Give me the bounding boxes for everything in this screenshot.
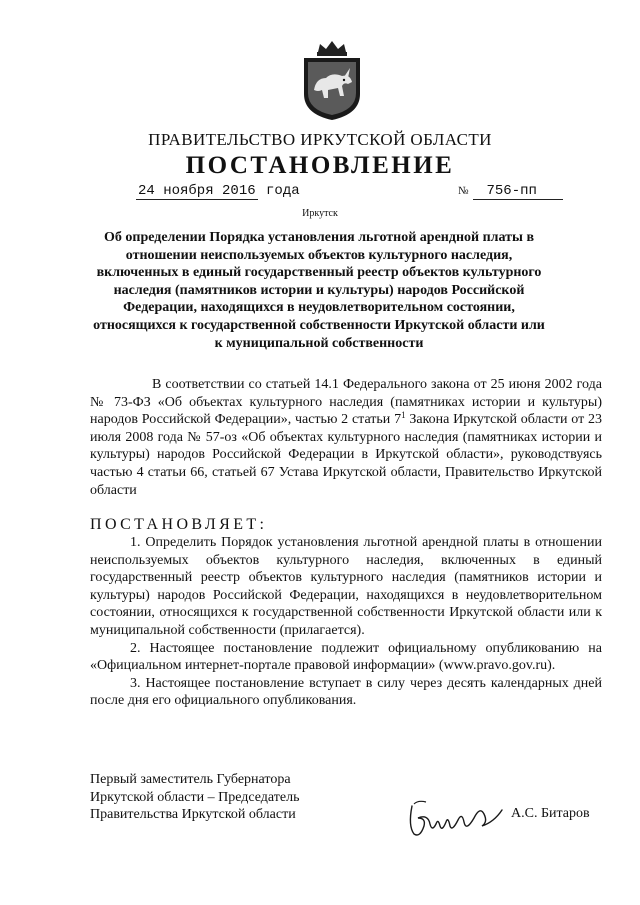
signatory-position-line-2: Иркутской области – Председатель xyxy=(90,789,300,805)
coat-of-arms-emblem xyxy=(298,38,366,122)
handwritten-signature xyxy=(404,796,508,842)
number-symbol: № xyxy=(458,185,469,197)
signatory-position-line-1: Первый заместитель Губернатора xyxy=(90,772,291,787)
date-suffix: года xyxy=(266,183,300,199)
document-heading: Об определении Порядка установления льготной арендной платы в отношении неиспользуемых объектов культурного наследия, включенных в единый государственный реестр объектов культурного наследия (памятников истории и культуры) народов Российской Федерации, находящихся в неудовлетворительном состоянии, относящихся к государственной собственности Иркутской области или к муниципальной собственности xyxy=(93,230,545,351)
preamble-text-a: В соответствии со статьей 14.1 Федерального закона от 25 июня 2002 года № 73-ФЗ «Об объектах культурного наследия (памятниках истории и культуры) народов Российской Федерации», частью 2 статьи 7 xyxy=(90,377,602,428)
signatory-position xyxy=(90,771,299,824)
document-date xyxy=(136,183,300,199)
document-city: Иркутск xyxy=(302,208,338,219)
preamble-text-b: Закона Иркутской области от 23 июля 2008 года № 57-оз «Об объектах культурного наследия (памятниках истории и культуры) народов Российской Федерации в Иркутской области», руководствуясь частью 4 статьи 66, статьей 67 Устава Иркутской области, Правительство Иркутской области xyxy=(90,412,602,498)
signatory-position-line-3: Правительства Иркутской области xyxy=(90,807,296,823)
government-name: ПРАВИТЕЛЬСТВО ИРКУТСКОЙ ОБЛАСТИ xyxy=(148,130,492,149)
resolution-items xyxy=(90,534,602,710)
document-number xyxy=(458,183,563,200)
resolves-heading: ПОСТАНОВЛЯЕТ: xyxy=(90,516,268,533)
preamble-paragraph xyxy=(90,376,602,499)
resolution-item-3: 3. Настоящее постановление вступает в силу через десять календарных дней после дня его официального опубликования. xyxy=(90,675,602,709)
date-value: 24 ноября 2016 xyxy=(138,183,256,199)
resolution-item-1: 1. Определить Порядок установления льготной арендной платы в отношении неиспользуемых объектов культурного наследия, включенных в единый государственный реестр объектов культурного наследия (памятников истории и культуры) народов Российской Федерации, находящихся в неудовлетворительном состоянии, относящихся к государственной собственности Иркутской области или к муниципальной собственности (прилагается). xyxy=(90,535,602,638)
number-value: 756-пп xyxy=(473,183,563,200)
resolution-item-2: 2. Настоящее постановление подлежит официальному опубликованию на «Официальном интернет-портале правовой информации» (www.pravo.gov.ru). xyxy=(90,640,602,674)
document-type-title: ПОСТАНОВЛЕНИЕ xyxy=(185,152,455,179)
preamble-superscript: 1 xyxy=(401,410,406,421)
signatory-name: А.С. Битаров xyxy=(511,806,590,821)
